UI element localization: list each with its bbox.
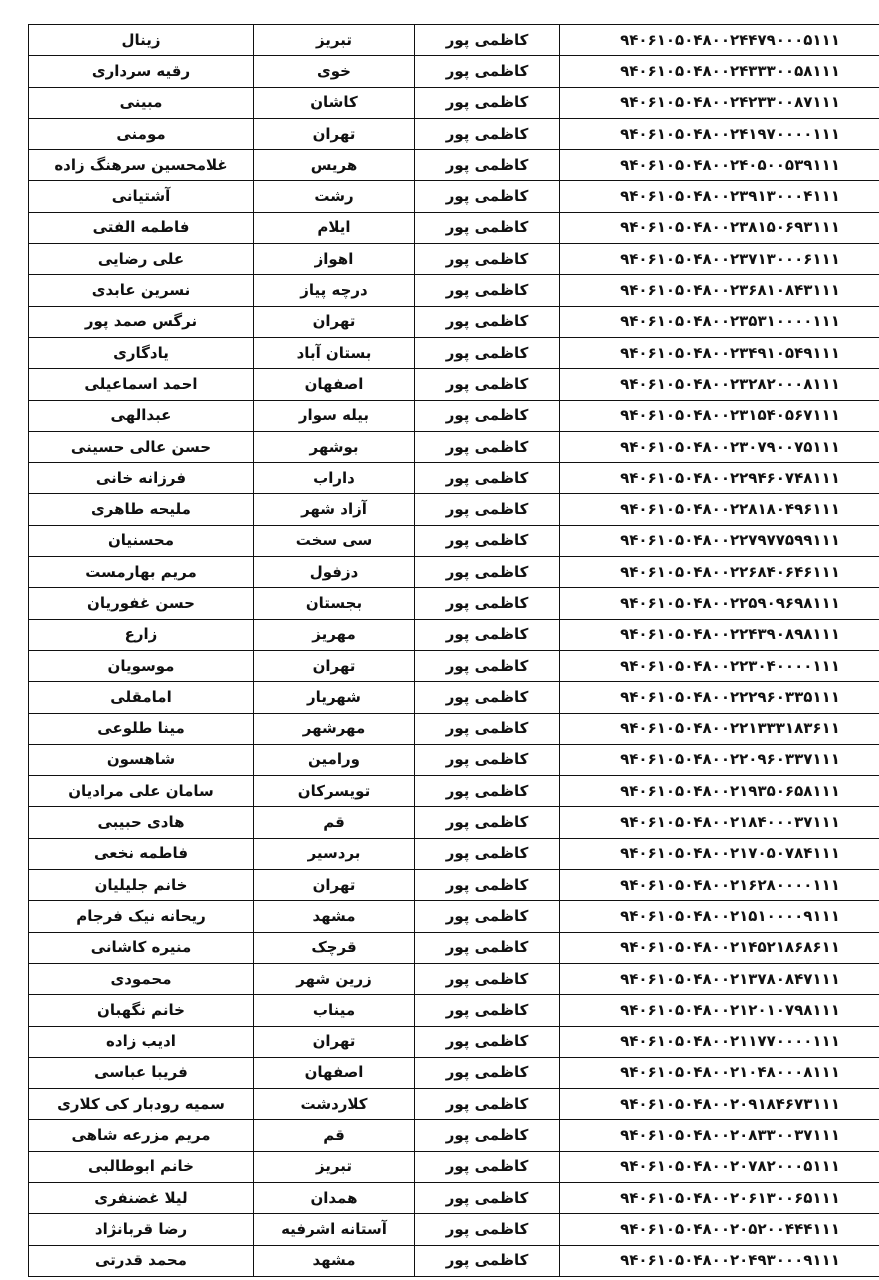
account-code-cell: ۹۴۰۶۱۰۵۰۴۸۰۰۲۳۴۹۱۰۵۴۹۱۱۱ bbox=[560, 337, 879, 368]
account-code-cell: ۹۴۰۶۱۰۵۰۴۸۰۰۲۲۹۴۶۰۷۴۸۱۱۱ bbox=[560, 463, 879, 494]
person-name-cell: حسن غفوریان bbox=[29, 588, 254, 619]
table-row bbox=[29, 557, 879, 588]
account-code-cell: ۹۴۰۶۱۰۵۰۴۸۰۰۲۰۴۹۳۰۰۰۹۱۱۱ bbox=[560, 1245, 879, 1276]
person-name-cell: سامان علی مرادیان bbox=[29, 776, 254, 807]
family-name-cell: کاظمی پور bbox=[415, 56, 560, 87]
city-cell: هریس bbox=[254, 150, 415, 181]
person-name-cell: علی رضایی bbox=[29, 244, 254, 275]
city-cell: شهریار bbox=[254, 682, 415, 713]
account-code-cell: ۹۴۰۶۱۰۵۰۴۸۰۰۲۳۶۸۱۰۸۴۳۱۱۱ bbox=[560, 275, 879, 306]
account-code-cell: ۹۴۰۶۱۰۵۰۴۸۰۰۲۲۶۸۴۰۶۴۶۱۱۱ bbox=[560, 557, 879, 588]
city-cell: تهران bbox=[254, 650, 415, 681]
account-code-cell: ۹۴۰۶۱۰۵۰۴۸۰۰۲۲۱۳۳۳۱۸۳۶۱۱ bbox=[560, 713, 879, 744]
city-cell: درچه پیاز bbox=[254, 275, 415, 306]
account-code-cell: ۹۴۰۶۱۰۵۰۴۸۰۰۲۰۹۱۸۴۶۷۳۱۱۱ bbox=[560, 1089, 879, 1120]
family-name-cell: کاظمی پور bbox=[415, 1089, 560, 1120]
table-row bbox=[29, 275, 879, 306]
account-code-cell: ۹۴۰۶۱۰۵۰۴۸۰۰۲۳۸۱۵۰۶۹۳۱۱۱ bbox=[560, 212, 879, 243]
family-name-cell: کاظمی پور bbox=[415, 275, 560, 306]
city-cell: بستان آباد bbox=[254, 337, 415, 368]
city-cell: ایلام bbox=[254, 212, 415, 243]
account-code-cell: ۹۴۰۶۱۰۵۰۴۸۰۰۲۱۲۰۱۰۷۹۸۱۱۱ bbox=[560, 995, 879, 1026]
city-cell: خوی bbox=[254, 56, 415, 87]
person-name-cell: فاطمه الفتی bbox=[29, 212, 254, 243]
city-cell: تبریز bbox=[254, 1151, 415, 1182]
family-name-cell: کاظمی پور bbox=[415, 306, 560, 337]
family-name-cell: کاظمی پور bbox=[415, 557, 560, 588]
records-table-body bbox=[29, 25, 879, 1277]
table-row bbox=[29, 150, 879, 181]
city-cell: بردسیر bbox=[254, 838, 415, 869]
city-cell: اهواز bbox=[254, 244, 415, 275]
person-name-cell: خانم جلیلیان bbox=[29, 870, 254, 901]
table-row bbox=[29, 1214, 879, 1245]
person-name-cell: مینا طلوعی bbox=[29, 713, 254, 744]
account-code-cell: ۹۴۰۶۱۰۵۰۴۸۰۰۲۴۲۳۳۰۰۸۷۱۱۱ bbox=[560, 87, 879, 118]
table-row bbox=[29, 744, 879, 775]
family-name-cell: کاظمی پور bbox=[415, 1057, 560, 1088]
table-row bbox=[29, 337, 879, 368]
city-cell: آزاد شهر bbox=[254, 494, 415, 525]
person-name-cell: زارع bbox=[29, 619, 254, 650]
account-code-cell: ۹۴۰۶۱۰۵۰۴۸۰۰۲۱۷۰۵۰۷۸۴۱۱۱ bbox=[560, 838, 879, 869]
family-name-cell: کاظمی پور bbox=[415, 995, 560, 1026]
city-cell: بوشهر bbox=[254, 431, 415, 462]
account-code-cell: ۹۴۰۶۱۰۵۰۴۸۰۰۲۰۷۸۲۰۰۰۵۱۱۱ bbox=[560, 1151, 879, 1182]
person-name-cell: امامقلی bbox=[29, 682, 254, 713]
city-cell: بجستان bbox=[254, 588, 415, 619]
account-code-cell: ۹۴۰۶۱۰۵۰۴۸۰۰۲۲۵۹۰۹۶۹۸۱۱۱ bbox=[560, 588, 879, 619]
person-name-cell: آشتیانی bbox=[29, 181, 254, 212]
city-cell: زرین شهر bbox=[254, 963, 415, 994]
family-name-cell: کاظمی پور bbox=[415, 713, 560, 744]
table-row bbox=[29, 932, 879, 963]
account-code-cell: ۹۴۰۶۱۰۵۰۴۸۰۰۲۲۲۹۶۰۳۳۵۱۱۱ bbox=[560, 682, 879, 713]
account-code-cell: ۹۴۰۶۱۰۵۰۴۸۰۰۲۲۳۰۴۰۰۰۰۱۱۱ bbox=[560, 650, 879, 681]
family-name-cell: کاظمی پور bbox=[415, 963, 560, 994]
table-row bbox=[29, 87, 879, 118]
family-name-cell: کاظمی پور bbox=[415, 369, 560, 400]
person-name-cell: محمودی bbox=[29, 963, 254, 994]
family-name-cell: کاظمی پور bbox=[415, 25, 560, 56]
account-code-cell: ۹۴۰۶۱۰۵۰۴۸۰۰۲۲۷۹۷۷۵۹۹۱۱۱ bbox=[560, 525, 879, 556]
city-cell: همدان bbox=[254, 1182, 415, 1213]
table-row bbox=[29, 369, 879, 400]
person-name-cell: رقیه سرداری bbox=[29, 56, 254, 87]
table-row bbox=[29, 713, 879, 744]
table-row bbox=[29, 181, 879, 212]
account-code-cell: ۹۴۰۶۱۰۵۰۴۸۰۰۲۳۷۱۳۰۰۰۶۱۱۱ bbox=[560, 244, 879, 275]
city-cell: سی سخت bbox=[254, 525, 415, 556]
person-name-cell: فرزانه خانی bbox=[29, 463, 254, 494]
account-code-cell: ۹۴۰۶۱۰۵۰۴۸۰۰۲۲۴۳۹۰۸۹۸۱۱۱ bbox=[560, 619, 879, 650]
person-name-cell: شاهسون bbox=[29, 744, 254, 775]
account-code-cell: ۹۴۰۶۱۰۵۰۴۸۰۰۲۴۰۵۰۰۵۳۹۱۱۱ bbox=[560, 150, 879, 181]
person-name-cell: عبدالهی bbox=[29, 400, 254, 431]
family-name-cell: کاظمی پور bbox=[415, 619, 560, 650]
table-row bbox=[29, 494, 879, 525]
city-cell: تبریز bbox=[254, 25, 415, 56]
family-name-cell: کاظمی پور bbox=[415, 181, 560, 212]
table-row bbox=[29, 1182, 879, 1213]
person-name-cell: زینال bbox=[29, 25, 254, 56]
family-name-cell: کاظمی پور bbox=[415, 1151, 560, 1182]
person-name-cell: محسنیان bbox=[29, 525, 254, 556]
account-code-cell: ۹۴۰۶۱۰۵۰۴۸۰۰۲۱۳۷۸۰۸۴۷۱۱۱ bbox=[560, 963, 879, 994]
person-name-cell: ادیب زاده bbox=[29, 1026, 254, 1057]
family-name-cell: کاظمی پور bbox=[415, 901, 560, 932]
city-cell: تویسرکان bbox=[254, 776, 415, 807]
city-cell: تهران bbox=[254, 870, 415, 901]
family-name-cell: کاظمی پور bbox=[415, 588, 560, 619]
family-name-cell: کاظمی پور bbox=[415, 682, 560, 713]
family-name-cell: کاظمی پور bbox=[415, 1182, 560, 1213]
table-row bbox=[29, 1245, 879, 1276]
person-name-cell: سمیه رودبار کی کلاری bbox=[29, 1089, 254, 1120]
city-cell: رشت bbox=[254, 181, 415, 212]
city-cell: مهریز bbox=[254, 619, 415, 650]
document-sheet bbox=[28, 24, 840, 1277]
table-row bbox=[29, 463, 879, 494]
family-name-cell: کاظمی پور bbox=[415, 744, 560, 775]
family-name-cell: کاظمی پور bbox=[415, 650, 560, 681]
family-name-cell: کاظمی پور bbox=[415, 400, 560, 431]
family-name-cell: کاظمی پور bbox=[415, 244, 560, 275]
account-code-cell: ۹۴۰۶۱۰۵۰۴۸۰۰۲۳۰۷۹۰۰۷۵۱۱۱ bbox=[560, 431, 879, 462]
account-code-cell: ۹۴۰۶۱۰۵۰۴۸۰۰۲۱۵۱۰۰۰۰۹۱۱۱ bbox=[560, 901, 879, 932]
city-cell: ورامین bbox=[254, 744, 415, 775]
person-name-cell: فاطمه نخعی bbox=[29, 838, 254, 869]
family-name-cell: کاظمی پور bbox=[415, 1245, 560, 1276]
person-name-cell: مریم مزرعه شاهی bbox=[29, 1120, 254, 1151]
city-cell: کاشان bbox=[254, 87, 415, 118]
account-code-cell: ۹۴۰۶۱۰۵۰۴۸۰۰۲۳۲۸۲۰۰۰۸۱۱۱ bbox=[560, 369, 879, 400]
account-code-cell: ۹۴۰۶۱۰۵۰۴۸۰۰۲۴۳۳۳۰۰۵۸۱۱۱ bbox=[560, 56, 879, 87]
account-code-cell: ۹۴۰۶۱۰۵۰۴۸۰۰۲۱۶۲۸۰۰۰۰۱۱۱ bbox=[560, 870, 879, 901]
table-row bbox=[29, 588, 879, 619]
person-name-cell: حسن عالی حسینی bbox=[29, 431, 254, 462]
city-cell: تهران bbox=[254, 306, 415, 337]
account-code-cell: ۹۴۰۶۱۰۵۰۴۸۰۰۲۲۰۹۶۰۳۳۷۱۱۱ bbox=[560, 744, 879, 775]
table-row bbox=[29, 212, 879, 243]
family-name-cell: کاظمی پور bbox=[415, 1026, 560, 1057]
table-row bbox=[29, 682, 879, 713]
account-code-cell: ۹۴۰۶۱۰۵۰۴۸۰۰۲۳۵۳۱۰۰۰۰۱۱۱ bbox=[560, 306, 879, 337]
family-name-cell: کاظمی پور bbox=[415, 212, 560, 243]
account-code-cell: ۹۴۰۶۱۰۵۰۴۸۰۰۲۱۹۳۵۰۶۵۸۱۱۱ bbox=[560, 776, 879, 807]
family-name-cell: کاظمی پور bbox=[415, 807, 560, 838]
family-name-cell: کاظمی پور bbox=[415, 1214, 560, 1245]
family-name-cell: کاظمی پور bbox=[415, 150, 560, 181]
city-cell: کلاردشت bbox=[254, 1089, 415, 1120]
person-name-cell: لیلا غضنفری bbox=[29, 1182, 254, 1213]
family-name-cell: کاظمی پور bbox=[415, 776, 560, 807]
table-row bbox=[29, 56, 879, 87]
person-name-cell: موسویان bbox=[29, 650, 254, 681]
city-cell: آستانه اشرفیه bbox=[254, 1214, 415, 1245]
person-name-cell: خانم ابوطالبی bbox=[29, 1151, 254, 1182]
city-cell: مشهد bbox=[254, 901, 415, 932]
family-name-cell: کاظمی پور bbox=[415, 838, 560, 869]
table-row bbox=[29, 25, 879, 56]
table-row bbox=[29, 807, 879, 838]
person-name-cell: نرگس صمد پور bbox=[29, 306, 254, 337]
city-cell: قم bbox=[254, 807, 415, 838]
city-cell: داراب bbox=[254, 463, 415, 494]
account-code-cell: ۹۴۰۶۱۰۵۰۴۸۰۰۲۰۵۲۰۰۴۴۴۱۱۱ bbox=[560, 1214, 879, 1245]
city-cell: قم bbox=[254, 1120, 415, 1151]
table-row bbox=[29, 995, 879, 1026]
person-name-cell: فریبا عباسی bbox=[29, 1057, 254, 1088]
table-row bbox=[29, 901, 879, 932]
person-name-cell: خانم نگهبان bbox=[29, 995, 254, 1026]
account-code-cell: ۹۴۰۶۱۰۵۰۴۸۰۰۲۴۴۷۹۰۰۰۵۱۱۱ bbox=[560, 25, 879, 56]
table-row bbox=[29, 306, 879, 337]
table-row bbox=[29, 619, 879, 650]
family-name-cell: کاظمی پور bbox=[415, 337, 560, 368]
table-row bbox=[29, 118, 879, 149]
account-code-cell: ۹۴۰۶۱۰۵۰۴۸۰۰۲۱۴۵۲۱۸۶۸۶۱۱ bbox=[560, 932, 879, 963]
person-name-cell: مومنی bbox=[29, 118, 254, 149]
account-code-cell: ۹۴۰۶۱۰۵۰۴۸۰۰۲۲۸۱۸۰۴۹۶۱۱۱ bbox=[560, 494, 879, 525]
family-name-cell: کاظمی پور bbox=[415, 932, 560, 963]
family-name-cell: کاظمی پور bbox=[415, 870, 560, 901]
account-code-cell: ۹۴۰۶۱۰۵۰۴۸۰۰۲۰۶۱۳۰۰۶۵۱۱۱ bbox=[560, 1182, 879, 1213]
person-name-cell: هادی حبیبی bbox=[29, 807, 254, 838]
family-name-cell: کاظمی پور bbox=[415, 431, 560, 462]
city-cell: اصفهان bbox=[254, 1057, 415, 1088]
city-cell: میناب bbox=[254, 995, 415, 1026]
family-name-cell: کاظمی پور bbox=[415, 118, 560, 149]
account-code-cell: ۹۴۰۶۱۰۵۰۴۸۰۰۲۱۱۷۷۰۰۰۰۱۱۱ bbox=[560, 1026, 879, 1057]
city-cell: قرچک bbox=[254, 932, 415, 963]
city-cell: تهران bbox=[254, 1026, 415, 1057]
table-row bbox=[29, 963, 879, 994]
account-code-cell: ۹۴۰۶۱۰۵۰۴۸۰۰۲۴۱۹۷۰۰۰۰۱۱۱ bbox=[560, 118, 879, 149]
person-name-cell: غلامحسین سرهنگ زاده bbox=[29, 150, 254, 181]
family-name-cell: کاظمی پور bbox=[415, 463, 560, 494]
person-name-cell: ریحانه نیک فرجام bbox=[29, 901, 254, 932]
family-name-cell: کاظمی پور bbox=[415, 1120, 560, 1151]
person-name-cell: مبینی bbox=[29, 87, 254, 118]
person-name-cell: ملیحه طاهری bbox=[29, 494, 254, 525]
family-name-cell: کاظمی پور bbox=[415, 494, 560, 525]
table-row bbox=[29, 1026, 879, 1057]
person-name-cell: مریم بهارمست bbox=[29, 557, 254, 588]
person-name-cell: یادگاری bbox=[29, 337, 254, 368]
account-code-cell: ۹۴۰۶۱۰۵۰۴۸۰۰۲۱۸۴۰۰۰۳۷۱۱۱ bbox=[560, 807, 879, 838]
person-name-cell: منیره کاشانی bbox=[29, 932, 254, 963]
person-name-cell: احمد اسماعیلی bbox=[29, 369, 254, 400]
table-row bbox=[29, 776, 879, 807]
records-table bbox=[28, 24, 879, 1277]
table-row bbox=[29, 431, 879, 462]
family-name-cell: کاظمی پور bbox=[415, 525, 560, 556]
table-row bbox=[29, 1151, 879, 1182]
person-name-cell: محمد قدرتی bbox=[29, 1245, 254, 1276]
city-cell: دزفول bbox=[254, 557, 415, 588]
city-cell: اصفهان bbox=[254, 369, 415, 400]
city-cell: تهران bbox=[254, 118, 415, 149]
table-row bbox=[29, 1057, 879, 1088]
table-row bbox=[29, 525, 879, 556]
account-code-cell: ۹۴۰۶۱۰۵۰۴۸۰۰۲۳۹۱۳۰۰۰۴۱۱۱ bbox=[560, 181, 879, 212]
person-name-cell: نسرین عابدی bbox=[29, 275, 254, 306]
city-cell: بیله سوار bbox=[254, 400, 415, 431]
table-row bbox=[29, 1120, 879, 1151]
account-code-cell: ۹۴۰۶۱۰۵۰۴۸۰۰۲۱۰۴۸۰۰۰۸۱۱۱ bbox=[560, 1057, 879, 1088]
table-row bbox=[29, 838, 879, 869]
family-name-cell: کاظمی پور bbox=[415, 87, 560, 118]
account-code-cell: ۹۴۰۶۱۰۵۰۴۸۰۰۲۳۱۵۴۰۵۶۷۱۱۱ bbox=[560, 400, 879, 431]
city-cell: مشهد bbox=[254, 1245, 415, 1276]
city-cell: مهرشهر bbox=[254, 713, 415, 744]
table-row bbox=[29, 650, 879, 681]
person-name-cell: رضا قربانژاد bbox=[29, 1214, 254, 1245]
table-row bbox=[29, 1089, 879, 1120]
table-row bbox=[29, 400, 879, 431]
table-row bbox=[29, 870, 879, 901]
account-code-cell: ۹۴۰۶۱۰۵۰۴۸۰۰۲۰۸۳۳۰۰۳۷۱۱۱ bbox=[560, 1120, 879, 1151]
table-row bbox=[29, 244, 879, 275]
